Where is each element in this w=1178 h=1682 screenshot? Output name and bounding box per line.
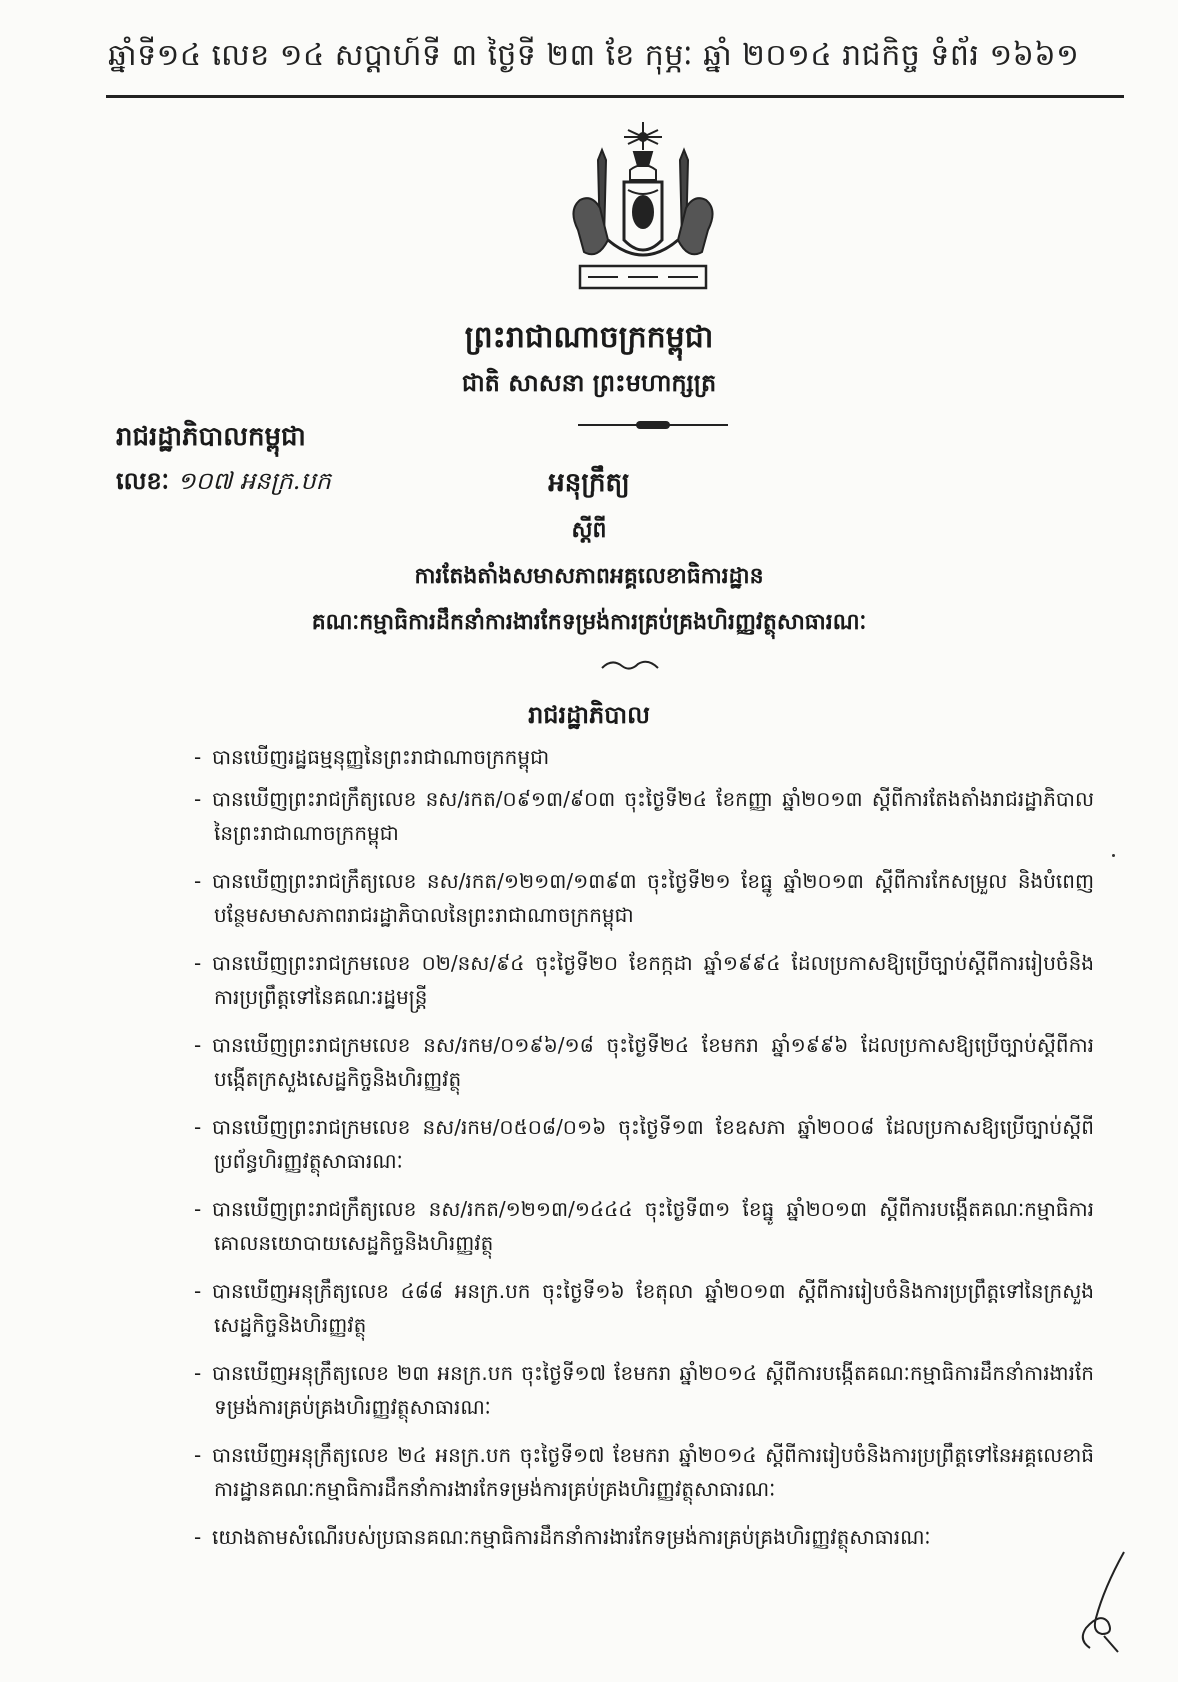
recital-item: - បានឃើញអនុក្រឹត្យលេខ ២៤ អនក្រ.បក ចុះថ្ងៃទី១៧ ខែមករា ឆ្នាំ២០១៤ ស្តីពីការរៀបចំនិងការប្រព្រឹត្តទៅនៃអគ្គលេខាធិការដ្ឋានគណៈកម្មាធិការដឹកនាំការងារកែទម្រង់ការគ្រប់គ្រងហិរញ្ញវត្ថុសាធារណៈ xyxy=(194,1443,1094,1501)
recital-item: - បានឃើញព្រះរាជក្រឹត្យលេខ នស/រកត/០៩១៣/៩០៣ ចុះថ្ងៃទី២៤ ខែកញ្ញា ឆ្នាំ២០១៣ ស្តីពីការតែងតាំងរាជរដ្ឋាភិបាលនៃព្រះរាជាណាចក្រកម្ពុជា xyxy=(194,787,1094,845)
recital-item: - បានឃើញអនុក្រឹត្យលេខ ៤៨៨ អនក្រ.បក ចុះថ្ងៃទី១៦ ខែតុលា ឆ្នាំ២០១៣ ស្តីពីការរៀបចំនិងការប្រព្រឹត្តទៅនៃក្រសួងសេដ្ឋកិច្ចនិងហិរញ្ញវត្ថុ xyxy=(194,1279,1094,1337)
recital-item: - បានឃើញរដ្ឋធម្មនុញ្ញនៃព្រះរាជាណាចក្រកម្ពុជា xyxy=(194,745,550,769)
issuer-heading: រាជរដ្ឋាភិបាល xyxy=(528,701,650,729)
document-number-value: ១០៧ អនក្រ.បក xyxy=(177,467,331,495)
ornament-icon xyxy=(600,658,660,672)
scan-speck xyxy=(1112,854,1115,857)
document-number-label: លេខៈ xyxy=(116,467,170,495)
about-label: ស្តីពី xyxy=(571,518,607,543)
government-name: រាជរដ្ឋាភិបាលកម្ពុជា xyxy=(116,422,306,452)
header-rule xyxy=(106,95,1124,98)
royal-arms-icon xyxy=(558,120,728,300)
gazette-header: ឆ្នាំទី១៤ លេខ ១៤ សប្តាហ៍ទី ៣ ថ្ងៃទី ២៣ ខែ កុម្ភៈ ឆ្នាំ ២០១៤ រាជកិច្ច ទំព័រ ១៦៦១ xyxy=(108,38,1080,73)
recital-item: - បានឃើញព្រះរាជក្រមលេខ នស/រកម/០៥០៨/០១៦ ចុះថ្ងៃទី១៣ ខែឧសភា ឆ្នាំ២០០៨ ដែលប្រកាសឱ្យប្រើច្បាប់ស្តីពីប្រព័ន្ធហិរញ្ញវត្ថុសាធារណៈ xyxy=(194,1115,1094,1173)
kingdom-name: ព្រះរាជាណាចក្រកម្ពុជា xyxy=(464,320,714,355)
recital-item: - បានឃើញព្រះរាជក្រមលេខ នស/រកម/០១៩៦/១៨ ចុះថ្ងៃទី២៤ ខែមករា ឆ្នាំ១៩៩៦ ដែលប្រកាសឱ្យប្រើច្បាប់ស្តីពីការបង្កើតក្រសួងសេដ្ឋកិច្ចនិងហិរញ្ញវត្ថុ xyxy=(194,1033,1094,1091)
recital-item: - យោងតាមសំណើរបស់ប្រធានគណៈកម្មាធិការដឹកនាំការងារកែទម្រង់ការគ្រប់គ្រងហិរញ្ញវត្ថុសាធារណៈ xyxy=(194,1525,931,1549)
signature-icon xyxy=(1074,1548,1134,1658)
recital-item: - បានឃើញព្រះរាជក្រឹត្យលេខ នស/រកត/១២១៣/១៣៩៣ ចុះថ្ងៃទី២១ ខែធ្នូ ឆ្នាំ២០១៣ ស្តីពីការកែសម្រួល និងបំពេញបន្ថែមសមាសភាពរាជរដ្ឋាភិបាលនៃព្រះរាជាណាចក្រកម្ពុជា xyxy=(194,869,1094,927)
recital-item: - បានឃើញអនុក្រឹត្យលេខ ២៣ អនក្រ.បក ចុះថ្ងៃទី១៧ ខែមករា ឆ្នាំ២០១៤ ស្តីពីការបង្កើតគណៈកម្មាធិការដឹកនាំការងារកែទម្រង់ការគ្រប់គ្រងហិរញ្ញវត្ថុសាធារណៈ xyxy=(194,1361,1094,1419)
subject-line-2: គណៈកម្មាធិការដឹកនាំការងារកែទម្រង់ការគ្រប់គ្រងហិរញ្ញវត្ថុសាធារណៈ xyxy=(311,610,867,635)
recitals-list xyxy=(194,740,1094,1562)
subject-line-1: ការតែងតាំងសមាសភាពអគ្គលេខាធិការដ្ឋាន xyxy=(414,564,764,589)
motto-divider xyxy=(578,424,728,426)
national-motto: ជាតិ សាសនា ព្រះមហាក្សត្រ xyxy=(461,369,717,397)
recital-item: - បានឃើញព្រះរាជក្រមលេខ ០២/នស/៩៤ ចុះថ្ងៃទី២០ ខែកក្កដា ឆ្នាំ១៩៩៤ ដែលប្រកាសឱ្យប្រើច្បាប់ស្តីពីការរៀបចំនិងការប្រព្រឹត្តទៅនៃគណៈរដ្ឋមន្ត្រី xyxy=(194,951,1094,1009)
recital-item: - បានឃើញព្រះរាជក្រឹត្យលេខ នស/រកត/១២១៣/១៤៤៤ ចុះថ្ងៃទី៣១ ខែធ្នូ ឆ្នាំ២០១៣ ស្តីពីការបង្កើតគណៈកម្មាធិការគោលនយោបាយសេដ្ឋកិច្ចនិងហិរញ្ញវត្ថុ xyxy=(194,1197,1094,1255)
document-type: អនុក្រឹត្យ xyxy=(548,468,630,498)
